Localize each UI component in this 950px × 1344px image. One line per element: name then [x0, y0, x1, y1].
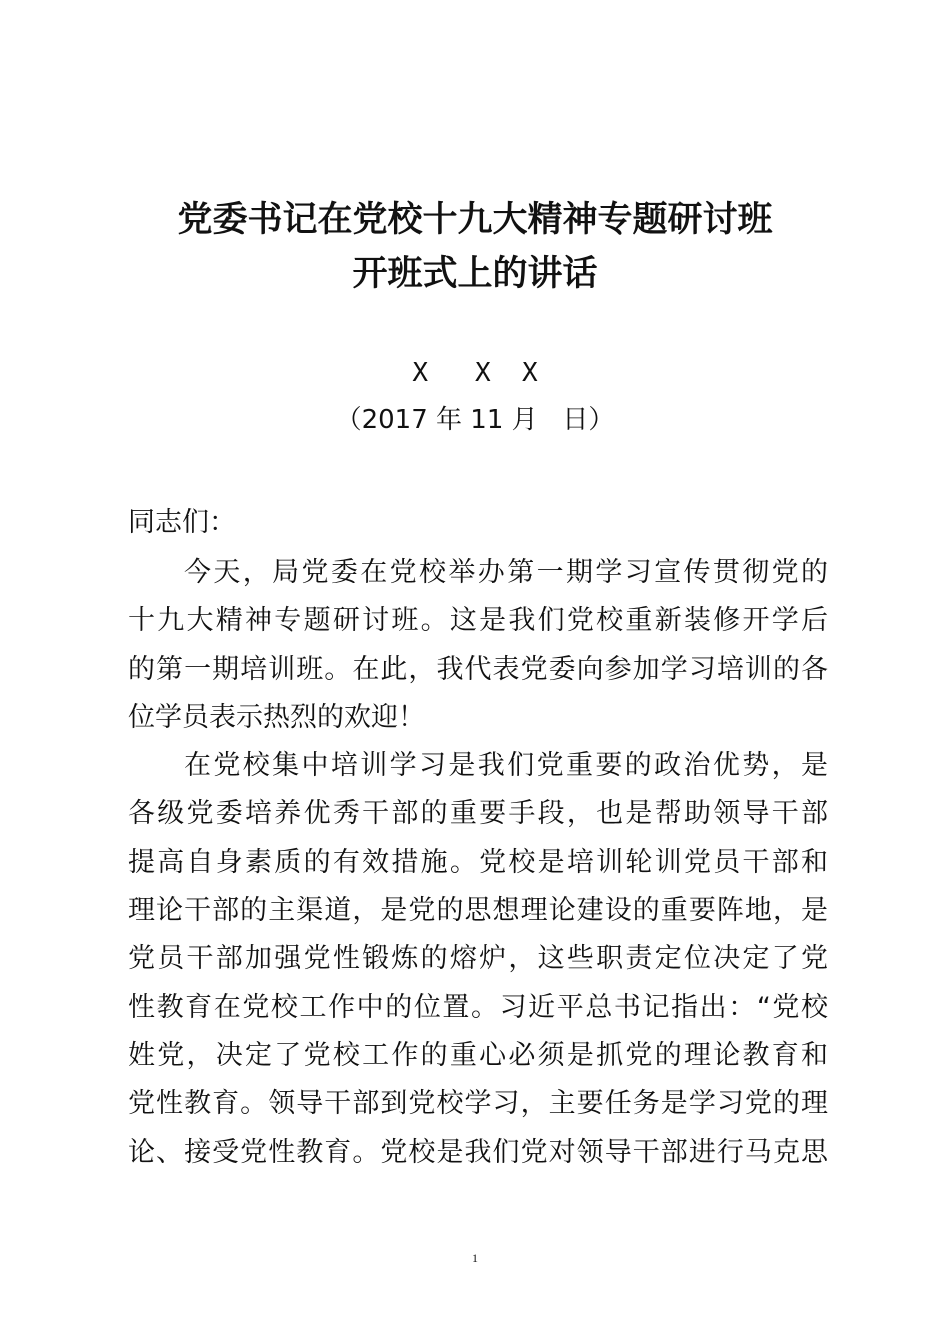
- author-name: X X X: [412, 358, 538, 388]
- paragraph-line: 理论干部的主渠道，是党的思想理论建设的重要阵地，是: [128, 895, 828, 927]
- paragraph-line: 提高自身素质的有效措施。党校是培训轮训党员干部和: [128, 846, 828, 878]
- speech-date: （2017 年 11 月 日）: [335, 405, 615, 435]
- paragraph-line: 各级党委培养优秀干部的重要手段，也是帮助领导干部: [128, 798, 828, 830]
- paragraph-1: [128, 552, 828, 745]
- paragraph-line: 党性教育。领导干部到党校学习，主要任务是学习党的理: [128, 1088, 828, 1120]
- document-title-line-1: 党委书记在党校十九大精神专题研讨班: [177, 199, 773, 240]
- document-title-line-2: 开班式上的讲话: [352, 253, 598, 294]
- paragraph-line: 性教育在党校工作中的位置。习近平总书记指出：“党校: [128, 991, 828, 1023]
- salutation: 同志们：: [128, 507, 236, 538]
- paragraph-line: 位学员表示热烈的欢迎！: [128, 701, 425, 733]
- paragraph-line: 党员干部加强党性锻炼的熔炉，这些职责定位决定了党: [128, 943, 828, 975]
- page-number: 1: [472, 1251, 478, 1265]
- paragraph-line: 今天，局党委在党校举办第一期学习宣传贯彻党的: [184, 557, 828, 588]
- paragraph-line: 论、接受党性教育。党校是我们党对领导干部进行马克思: [128, 1136, 828, 1168]
- paragraph-line: 的第一期培训班。在此，我代表党委向参加学习培训的各: [128, 653, 828, 685]
- paragraph-line: 在党校集中培训学习是我们党重要的政治优势，是: [184, 750, 828, 782]
- body-text: [128, 552, 828, 1180]
- paragraph-line: 十九大精神专题研讨班。这是我们党校重新装修开学后: [128, 605, 828, 637]
- paragraph-line: 姓党，决定了党校工作的重心必须是抓党的理论教育和: [128, 1039, 828, 1071]
- paragraph-2: [128, 745, 828, 1180]
